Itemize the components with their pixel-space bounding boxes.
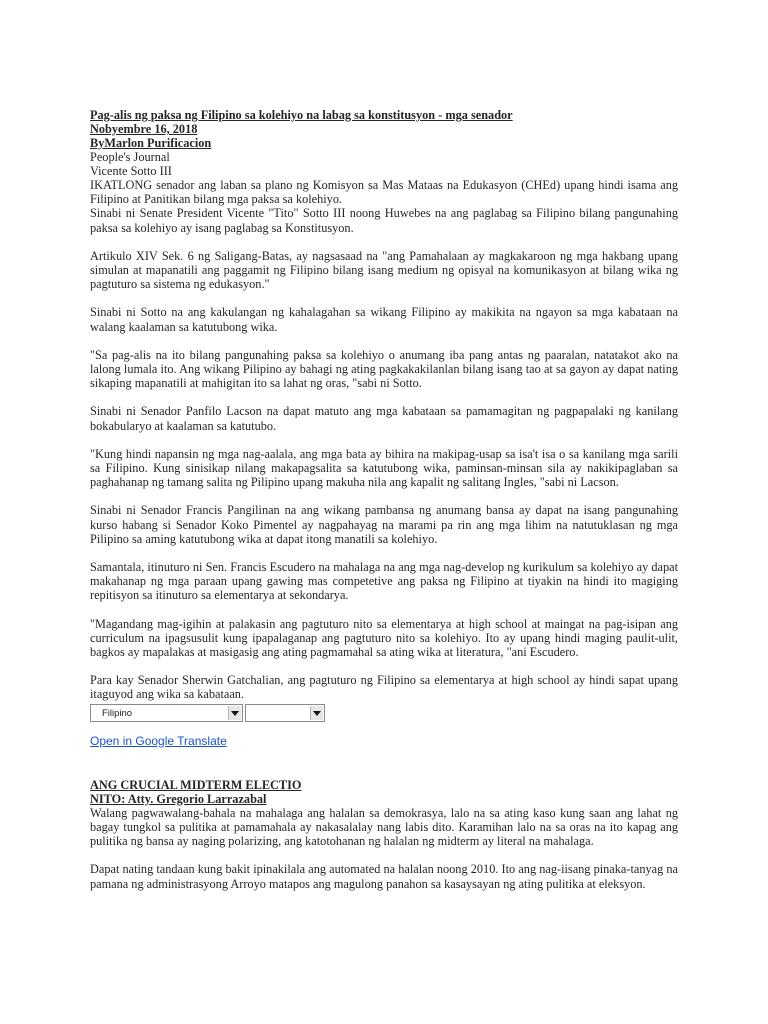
article-paragraph: "Sa pag-alis na ito bilang pangunahing paksa sa kolehiyo o anumang iba pang antas ng paaralan, natatakot ako na lalong lumala ito. Ang wikang Pilipino ay bahagi ng ating pagkakakilanlan bilang isang tao at sa gayon ay dapat nating sikaping mapanatili at mahigitan ito sa lahat ng oras, "sabi ni Sotto.	[90, 347, 678, 391]
second-article	[90, 778, 678, 891]
chevron-down-icon[interactable]	[228, 706, 241, 720]
article-paragraph: Samantala, itinuturo ni Sen. Francis Escudero na mahalaga na ang mga nag-develop ng kurikulum sa kolehiyo ay dapat makahanap ng mga paraan upang gawing mas competetive ang paksa ng Filipino at tiyakin na hindi ito magiging repitisyon sa itinuturo sa elementarya at sekondarya.	[90, 560, 678, 603]
article-paragraph: Artikulo XIV Sek. 6 ng Saligang-Batas, ay nagsasaad na "ang Pamahalaan ay magkakaroon ng mga hakbang upang simulan at mapanatili ang paggamit ng Filipino bilang isang medium ng opisyal na komunikasyon at bilang wika ng pagtuturo sa sistema ng edukasyon."	[90, 248, 678, 292]
article-header	[90, 108, 678, 178]
translate-widget	[90, 704, 678, 724]
article-paragraph: Sinabi ni Senate President Vicente "Tito" Sotto III noong Huwebes na ang paglabag sa Filipino bilang pangunahing paksa sa kolehiyo ay isang paglabag sa Konstitusyon.	[90, 206, 678, 235]
article-subject: Vicente Sotto III	[90, 164, 172, 178]
article-headline: Pag-alis ng paksa ng Filipino sa kolehiyo na labag sa konstitusyon - mga senador	[90, 108, 513, 122]
article-publication: People's Journal	[90, 150, 170, 164]
article-byline: ByMarlon Purificacion	[90, 136, 212, 150]
document-page	[90, 108, 678, 891]
language-select[interactable]	[90, 704, 243, 722]
article-paragraph: Dapat nating tandaan kung bakit ipinakilala ang automated na halalan noong 2010. Ito ang nag-iisang pinaka-tanyag na pamana ng administrasyong Arroyo matapos ang magulong panahon sa kasaysayan ng ating pulitika at eleksyon.	[90, 862, 678, 891]
article-paragraph: Sinabi ni Senador Francis Pangilinan na ang wikang pambansa ng anumang bansa ay dapat na isang pangunahing kurso habang si Senador Koko Pimentel ay nagpahayag na marami pa rin ang mga lihim na natutuklasan ng mga Pilipino sa aming katutubong wika at dapat itong manatili sa kolehiyo.	[90, 503, 678, 546]
open-google-translate-link[interactable]: Open in Google Translate	[90, 733, 227, 748]
article-date: Nobyembre 16, 2018	[90, 122, 198, 136]
article-paragraph: "Kung hindi napansin ng mga nag-aalala, ang mga bata ay bihira na makipag-usap sa isa't isa o sa kanilang mga sarili sa Filipino. Kung sinisikap nilang makapagsalita sa katutubong wika, paminsan-minsan sila ay nakikipaglaban sa paghahanap ng tamang salita ng Pilipino upang makuha nila ang kapalit ng salitang Ingles, "sabi ni Lacson.	[90, 446, 678, 490]
article-paragraph: Sinabi ni Senador Panfilo Lacson na dapat matuto ang mga kabataan sa pamamagitan ng pagpapalaki ng kanilang bokabularyo at kaalaman sa katutubo.	[90, 404, 678, 433]
article-paragraph: Walang pagwawalang-bahala na mahalaga ang halalan sa demokrasya, lalo na sa ating kaso kung saan ang lahat ng bagay tungkol sa pulitika at pamamahala ay nakasalalay nang labis dito. Karamihan lalo na sa oras na ito kapag ang pulitika ng bansa ay naging polarizing, ang katotohanan ng halalan ng midterm ay literal na mahalaga.	[90, 805, 678, 849]
article-paragraph: Sinabi ni Sotto na ang kakulangan ng kahalagahan sa wikang Filipino ay makikita na ngayon sa mga kabataan na walang kaalaman sa katutubong wika.	[90, 305, 678, 334]
article-paragraph: IKATLONG senador ang laban sa plano ng Komisyon sa Mas Mataas na Edukasyon (CHEd) upang hindi isama ang Filipino at Panitikan bilang mga paksa sa kolehiyo.	[90, 178, 678, 207]
second-article-byline: NITO: Atty. Gregorio Larrazabal	[90, 791, 267, 806]
secondary-select[interactable]	[245, 704, 325, 722]
article-paragraph: "Magandang mag-igihin at palakasin ang pagtuturo nito sa elementarya at high school at maingat na pag-isipan ang curriculum na ipagsusulit kung ipapalaganap ang pagtuturo nito sa kolehiyo. Ito ay upang hindi maging paulit-ulit, bagkos ay mapalakas at masigasig ang ating pagmamahal sa ating wika at literatura, "ani Escudero.	[90, 616, 678, 660]
language-select-value: Filipino	[102, 707, 133, 719]
article-body	[90, 178, 678, 702]
chevron-down-icon[interactable]	[310, 706, 323, 720]
second-article-headline: ANG CRUCIAL MIDTERM ELECTIO	[90, 777, 302, 792]
article-paragraph: Para kay Senador Sherwin Gatchalian, ang pagtuturo ng Filipino sa elementarya at high school ay hindi sapat upang itaguyod ang wika sa kabataan.	[90, 673, 678, 702]
